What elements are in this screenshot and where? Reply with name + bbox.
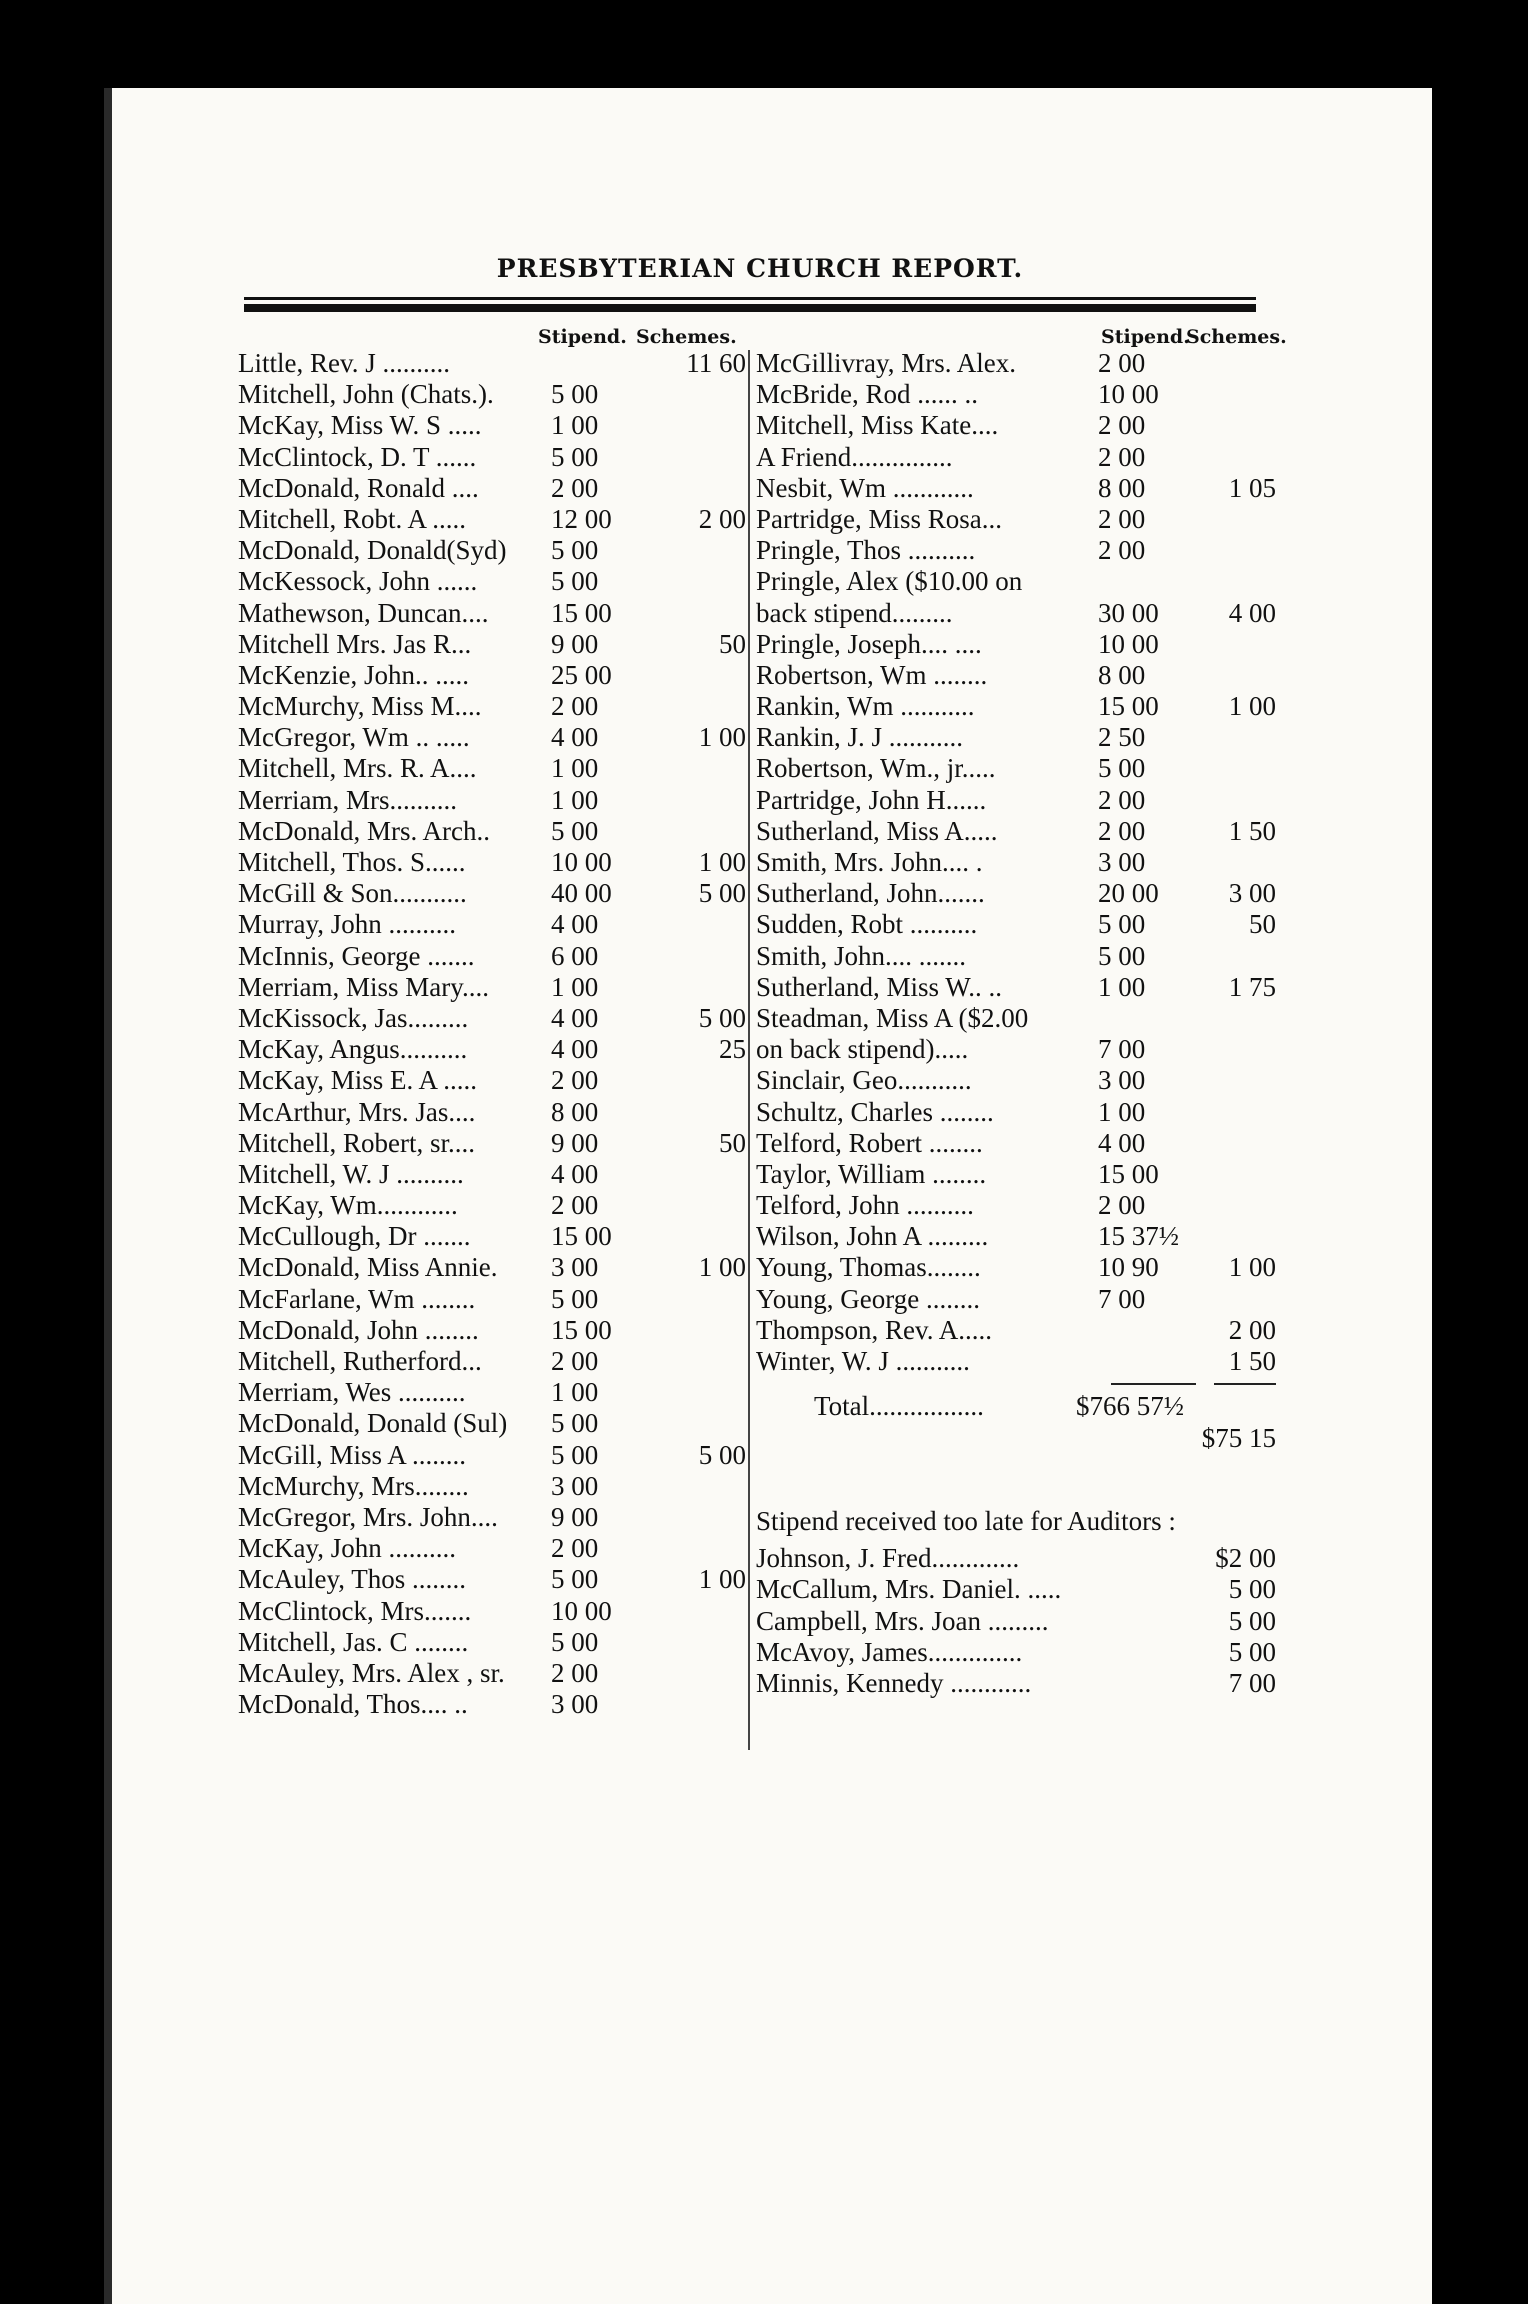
table-row bbox=[756, 691, 1276, 722]
contributor-name: McClintock, Mrs....... bbox=[238, 1595, 472, 1626]
stipend-amount: 8 00 bbox=[551, 1096, 599, 1127]
contributor-name: Partridge, Miss Rosa... bbox=[756, 503, 1002, 534]
contributor-name: Young, George ........ bbox=[756, 1283, 981, 1314]
table-row bbox=[238, 1003, 746, 1034]
contributor-name: McGillivray, Mrs. Alex. bbox=[756, 348, 1016, 378]
contributor-name: McDonald, Miss Annie. bbox=[238, 1252, 498, 1283]
stipend-amount: 2 00 bbox=[1098, 535, 1146, 566]
stipend-amount: 3 00 bbox=[551, 1252, 599, 1283]
table-row bbox=[238, 629, 746, 660]
table-row bbox=[756, 785, 1276, 816]
contributor-name: Mitchell, Robt. A ..... bbox=[238, 503, 467, 534]
stipend-amount: 4 00 bbox=[551, 1002, 599, 1033]
contributor-name: McDonald, Mrs. Arch.. bbox=[238, 815, 490, 846]
contributor-name: McInnis, George ....... bbox=[238, 940, 475, 971]
contributor-name: Mitchell, W. J .......... bbox=[238, 1158, 464, 1189]
contributor-name: Merriam, Miss Mary.... bbox=[238, 971, 489, 1002]
contributor-name: McGill, Miss A ........ bbox=[238, 1439, 467, 1470]
table-row bbox=[238, 941, 746, 972]
contributor-name: McKissock, Jas......... bbox=[238, 1002, 469, 1033]
left-rows bbox=[238, 348, 746, 1720]
stipend-amount: 4 00 bbox=[551, 722, 599, 753]
stipend-amount: 10 00 bbox=[1098, 379, 1159, 410]
contributor-name: Mitchell, Robert, sr.... bbox=[238, 1127, 475, 1158]
table-row bbox=[756, 410, 1276, 441]
contributor-name: McGregor, Wm .. ..... bbox=[238, 722, 470, 753]
table-row bbox=[238, 1596, 746, 1627]
table-row bbox=[756, 816, 1276, 847]
table-row bbox=[238, 660, 746, 691]
stipend-amount: 5 00 bbox=[1098, 940, 1146, 971]
stipend-amount: 4 00 bbox=[551, 909, 599, 940]
table-row bbox=[756, 379, 1276, 410]
stipend-amount: 40 00 bbox=[551, 878, 612, 909]
table-row bbox=[238, 753, 746, 784]
stipend-amount: 2 00 bbox=[1098, 503, 1146, 534]
contributor-name: Sutherland, Miss A..... bbox=[756, 815, 998, 846]
stipend-amount: 9 00 bbox=[551, 1127, 599, 1158]
stipend-amount: 5 00 bbox=[551, 1283, 599, 1314]
table-row bbox=[756, 1097, 1276, 1128]
stipend-amount: 7 00 bbox=[1228, 1667, 1276, 1698]
table-row bbox=[238, 1471, 746, 1502]
stipend-amount: 3 00 bbox=[1098, 847, 1146, 877]
stipend-amount: 3 00 bbox=[551, 1470, 599, 1501]
schemes-amount: 1 00 bbox=[698, 847, 746, 877]
stipend-amount: 5 00 bbox=[1228, 1574, 1276, 1605]
table-row bbox=[238, 1159, 746, 1190]
table-row bbox=[238, 1128, 746, 1159]
table-row bbox=[238, 972, 746, 1003]
table-row bbox=[756, 1637, 1276, 1668]
stipend-amount: 2 00 bbox=[1098, 1190, 1146, 1221]
contributor-name: Sinclair, Geo........... bbox=[756, 1065, 972, 1096]
contributor-name: Smith, Mrs. John.... . bbox=[756, 847, 983, 877]
table-row bbox=[238, 1190, 746, 1221]
table-row bbox=[756, 1284, 1276, 1315]
table-row bbox=[238, 379, 746, 410]
stipend-amount: 15 00 bbox=[551, 1314, 612, 1345]
table-row bbox=[756, 972, 1276, 1003]
stipend-amount: 1 00 bbox=[551, 784, 599, 815]
schemes-amount: 50 bbox=[1249, 909, 1276, 940]
page-title: PRESBYTERIAN CHURCH REPORT. bbox=[496, 254, 1024, 283]
table-row bbox=[238, 878, 746, 909]
table-row bbox=[756, 1190, 1276, 1221]
table-row bbox=[238, 1065, 746, 1096]
stipend-amount: 10 00 bbox=[1098, 628, 1159, 659]
stipend-amount: 5 00 bbox=[551, 441, 599, 472]
table-row bbox=[238, 691, 746, 722]
table-row bbox=[238, 847, 746, 878]
contributor-name: Smith, John.... ....... bbox=[756, 940, 967, 971]
contributor-name: McGregor, Mrs. John.... bbox=[238, 1501, 498, 1532]
contributor-name: Mitchell, Jas. C ........ bbox=[238, 1626, 469, 1657]
stipend-amount: 30 00 bbox=[1098, 597, 1159, 628]
contributor-name: Minnis, Kennedy ............ bbox=[756, 1667, 1032, 1698]
stipend-amount: 5 00 bbox=[551, 566, 599, 597]
table-row bbox=[238, 473, 746, 504]
stipend-amount: 2 00 bbox=[551, 1065, 599, 1096]
contributor-name: Telford, John .......... bbox=[756, 1190, 974, 1221]
table-row bbox=[238, 348, 746, 379]
stipend-amount: 5 00 bbox=[1228, 1636, 1276, 1667]
table-row bbox=[238, 1627, 746, 1658]
schemes-amount: 11 60 bbox=[686, 348, 746, 378]
table-row bbox=[238, 1440, 746, 1471]
contributor-name: Nesbit, Wm ............ bbox=[756, 472, 974, 503]
contributor-name: Steadman, Miss A ($2.00 bbox=[756, 1002, 1029, 1033]
stipend-amount: 2 00 bbox=[551, 691, 599, 722]
stipend-amount: 5 00 bbox=[551, 1626, 599, 1657]
stipend-amount: 7 00 bbox=[1098, 1034, 1146, 1065]
table-row bbox=[756, 878, 1276, 909]
table-row bbox=[238, 1221, 746, 1252]
left-stipend-header: Stipend. bbox=[538, 326, 627, 348]
contributor-name: Robertson, Wm., jr..... bbox=[756, 753, 996, 784]
table-row bbox=[756, 1574, 1276, 1605]
table-row bbox=[238, 1284, 746, 1315]
total-schemes: $75 15 bbox=[1201, 1423, 1276, 1454]
total-label: Total................. bbox=[814, 1391, 984, 1422]
stipend-amount: 5 00 bbox=[1228, 1605, 1276, 1636]
table-row bbox=[238, 1377, 746, 1408]
stipend-amount: 4 00 bbox=[1098, 1127, 1146, 1158]
table-row bbox=[238, 598, 746, 629]
stipend-amount: 2 00 bbox=[1098, 410, 1146, 441]
table-row bbox=[238, 722, 746, 753]
contributor-name: McAuley, Mrs. Alex , sr. bbox=[238, 1657, 505, 1688]
stipend-amount: 25 00 bbox=[551, 659, 612, 690]
stipend-amount: 15 00 bbox=[551, 1221, 612, 1252]
contributor-name: McBride, Rod ...... .. bbox=[756, 379, 978, 410]
totals-block bbox=[756, 1377, 1276, 1497]
contributor-name: McKay, Wm............ bbox=[238, 1190, 458, 1221]
contributor-name: McDonald, Ronald .... bbox=[238, 472, 479, 503]
stipend-amount: 2 00 bbox=[551, 1190, 599, 1221]
contributor-name: Mitchell, Thos. S...... bbox=[238, 847, 466, 877]
stipend-amount: 10 90 bbox=[1098, 1252, 1159, 1283]
contributor-name: Thompson, Rev. A..... bbox=[756, 1314, 992, 1345]
stipend-amount: 10 00 bbox=[551, 847, 612, 877]
table-row bbox=[238, 410, 746, 441]
stipend-amount: 1 00 bbox=[1098, 971, 1146, 1002]
table-row bbox=[756, 660, 1276, 691]
total-stipend: $766 57½ bbox=[1076, 1391, 1184, 1422]
stipend-amount: 5 00 bbox=[551, 379, 599, 410]
schemes-amount: 4 00 bbox=[1228, 597, 1276, 628]
stipend-amount: 5 00 bbox=[551, 1439, 599, 1470]
contributor-name: Wilson, John A ......... bbox=[756, 1221, 989, 1252]
stipend-amount: 20 00 bbox=[1098, 878, 1159, 909]
schemes-amount: 5 00 bbox=[698, 1002, 746, 1033]
contributor-name: Telford, Robert ........ bbox=[756, 1127, 983, 1158]
contributor-name: McDonald, Donald(Syd) bbox=[238, 535, 507, 566]
table-row bbox=[238, 1097, 746, 1128]
contributor-name: McMurchy, Mrs........ bbox=[238, 1470, 469, 1501]
contributor-name: McKay, Angus.......... bbox=[238, 1034, 468, 1065]
contributor-name: McClintock, D. T ...... bbox=[238, 441, 477, 472]
table-row bbox=[756, 1159, 1276, 1190]
table-row bbox=[238, 1689, 746, 1720]
contributor-name: Pringle, Alex ($10.00 on bbox=[756, 566, 1023, 597]
late-rows bbox=[756, 1543, 1276, 1699]
contributor-name: Mitchell, John (Chats.). bbox=[238, 379, 494, 410]
contributor-name: McKay, John .......... bbox=[238, 1533, 456, 1564]
table-row bbox=[756, 598, 1276, 629]
table-row bbox=[756, 504, 1276, 535]
schemes-amount: 5 00 bbox=[698, 1439, 746, 1470]
contributor-name: Sutherland, Miss W.. .. bbox=[756, 971, 1003, 1002]
late-stipend-note: Stipend received too late for Auditors : bbox=[756, 1506, 1176, 1537]
stipend-sum-rule bbox=[1111, 1383, 1196, 1385]
schemes-amount: 1 50 bbox=[1228, 1346, 1276, 1376]
contributor-name: Rankin, Wm ........... bbox=[756, 691, 975, 722]
contributor-name: McKessock, John ...... bbox=[238, 566, 478, 597]
table-row bbox=[756, 566, 1276, 597]
contributor-name: back stipend......... bbox=[756, 597, 953, 628]
contributor-name: Mitchell, Rutherford... bbox=[238, 1346, 482, 1376]
table-row bbox=[238, 1315, 746, 1346]
schemes-amount: 1 00 bbox=[1228, 1252, 1276, 1283]
table-row bbox=[756, 1315, 1276, 1346]
table-row bbox=[756, 909, 1276, 940]
schemes-amount: 50 bbox=[719, 1127, 746, 1158]
contributor-name: McAvoy, James.............. bbox=[756, 1636, 1023, 1667]
stipend-amount: 2 00 bbox=[551, 472, 599, 503]
schemes-amount: 50 bbox=[719, 628, 746, 659]
table-row bbox=[238, 909, 746, 940]
table-row bbox=[756, 535, 1276, 566]
table-row bbox=[756, 1668, 1276, 1699]
stipend-amount: 2 00 bbox=[551, 1533, 599, 1564]
contributor-name: Rankin, J. J ........... bbox=[756, 722, 964, 753]
stipend-amount: 1 00 bbox=[551, 1377, 599, 1408]
schemes-amount: 1 75 bbox=[1228, 971, 1276, 1002]
stipend-amount: 4 00 bbox=[551, 1158, 599, 1189]
table-row bbox=[756, 1065, 1276, 1096]
contributor-name: Winter, W. J ........... bbox=[756, 1346, 970, 1376]
stipend-amount: 5 00 bbox=[551, 1564, 599, 1595]
contributor-name: McArthur, Mrs. Jas.... bbox=[238, 1096, 476, 1127]
table-row bbox=[238, 442, 746, 473]
header-rule-thick bbox=[244, 304, 1256, 312]
schemes-amount: 1 50 bbox=[1228, 815, 1276, 846]
schemes-sum-rule bbox=[1214, 1383, 1276, 1385]
stipend-amount: 5 00 bbox=[551, 1408, 599, 1439]
contributor-name: McDonald, Thos.... .. bbox=[238, 1689, 468, 1720]
contributor-name: Robertson, Wm ........ bbox=[756, 659, 988, 690]
stipend-amount: 8 00 bbox=[1098, 659, 1146, 690]
stipend-amount: 4 00 bbox=[551, 1034, 599, 1065]
stipend-amount: 6 00 bbox=[551, 940, 599, 971]
table-row bbox=[756, 1034, 1276, 1065]
stipend-amount: 5 00 bbox=[1098, 753, 1146, 784]
contributor-name: McMurchy, Miss M.... bbox=[238, 691, 482, 722]
contributor-name: Little, Rev. J .......... bbox=[238, 348, 450, 378]
table-row bbox=[238, 1034, 746, 1065]
stipend-amount: 2 50 bbox=[1098, 722, 1146, 753]
contributor-name: McAuley, Thos ........ bbox=[238, 1564, 466, 1595]
stipend-amount: 5 00 bbox=[551, 535, 599, 566]
schemes-amount: 1 05 bbox=[1228, 472, 1276, 503]
schemes-amount: 3 00 bbox=[1228, 878, 1276, 909]
stipend-amount: 15 00 bbox=[551, 597, 612, 628]
stipend-amount: 15 37½ bbox=[1098, 1221, 1179, 1252]
contributor-name: McDonald, John ........ bbox=[238, 1314, 479, 1345]
contributor-name: Partridge, John H...... bbox=[756, 784, 987, 815]
stipend-amount: 9 00 bbox=[551, 628, 599, 659]
contributor-name: McDonald, Donald (Sul) bbox=[238, 1408, 508, 1439]
table-row bbox=[756, 348, 1276, 379]
stipend-amount: 2 00 bbox=[1098, 348, 1146, 378]
table-row bbox=[756, 1128, 1276, 1159]
right-column bbox=[756, 326, 1287, 1699]
table-row bbox=[756, 847, 1276, 878]
contributor-name: McKenzie, John.. ..... bbox=[238, 659, 469, 690]
table-row bbox=[756, 629, 1276, 660]
table-row bbox=[238, 1658, 746, 1689]
schemes-amount: 1 00 bbox=[698, 722, 746, 753]
contributor-name: Johnson, J. Fred............. bbox=[756, 1543, 1020, 1574]
contributor-name: Mitchell, Mrs. R. A.... bbox=[238, 753, 477, 784]
contributor-name: Pringle, Thos .......... bbox=[756, 535, 976, 566]
contributor-name: Mitchell, Miss Kate.... bbox=[756, 410, 999, 441]
contributor-name: Mitchell Mrs. Jas R... bbox=[238, 628, 472, 659]
stipend-amount: 9 00 bbox=[551, 1501, 599, 1532]
table-row bbox=[238, 535, 746, 566]
schemes-amount: 1 00 bbox=[698, 1564, 746, 1595]
schemes-amount: 1 00 bbox=[698, 1252, 746, 1283]
schemes-amount: 1 00 bbox=[1228, 691, 1276, 722]
header-rule-thin bbox=[244, 297, 1256, 300]
right-stipend-header: Stipend. bbox=[1101, 326, 1190, 348]
right-schemes-header: Schemes. bbox=[1186, 326, 1287, 348]
table-row bbox=[238, 1564, 746, 1595]
stipend-amount: 1 00 bbox=[551, 753, 599, 784]
page-binding-edge bbox=[104, 88, 112, 2304]
contributor-name: Sutherland, John....... bbox=[756, 878, 985, 909]
schemes-amount: 2 00 bbox=[1228, 1314, 1276, 1345]
stipend-amount: 1 00 bbox=[551, 971, 599, 1002]
table-row bbox=[756, 941, 1276, 972]
contributor-name: Merriam, Mrs.......... bbox=[238, 784, 457, 815]
stipend-amount: $2 00 bbox=[1215, 1543, 1276, 1574]
contributor-name: A Friend............... bbox=[756, 441, 953, 472]
contributor-name: Pringle, Joseph.... .... bbox=[756, 628, 982, 659]
table-row bbox=[756, 1252, 1276, 1283]
stipend-amount: 8 00 bbox=[1098, 472, 1146, 503]
table-row bbox=[238, 566, 746, 597]
contributor-name: on back stipend)..... bbox=[756, 1034, 969, 1065]
schemes-amount: 25 bbox=[719, 1034, 746, 1065]
stipend-amount: 10 00 bbox=[551, 1595, 612, 1626]
stipend-amount: 12 00 bbox=[551, 503, 612, 534]
schemes-amount: 5 00 bbox=[698, 878, 746, 909]
left-column-header bbox=[238, 326, 746, 348]
table-row bbox=[756, 722, 1276, 753]
schemes-amount: 2 00 bbox=[698, 503, 746, 534]
table-row bbox=[756, 753, 1276, 784]
stipend-amount: 5 00 bbox=[1098, 909, 1146, 940]
table-row bbox=[756, 1606, 1276, 1637]
stipend-amount: 2 00 bbox=[551, 1657, 599, 1688]
column-divider bbox=[748, 350, 750, 1750]
contributor-name: Murray, John .......... bbox=[238, 909, 456, 940]
stipend-amount: 2 00 bbox=[1098, 815, 1146, 846]
stipend-amount: 15 00 bbox=[1098, 1158, 1159, 1189]
contributor-name: Merriam, Wes .......... bbox=[238, 1377, 466, 1408]
stipend-amount: 5 00 bbox=[551, 815, 599, 846]
table-row bbox=[238, 504, 746, 535]
contributor-name: Campbell, Mrs. Joan ......... bbox=[756, 1605, 1049, 1636]
contributor-name: McFarlane, Wm ........ bbox=[238, 1283, 476, 1314]
stipend-amount: 3 00 bbox=[1098, 1065, 1146, 1096]
table-row bbox=[238, 816, 746, 847]
stipend-amount: 1 00 bbox=[551, 410, 599, 441]
right-column-header bbox=[756, 326, 1287, 348]
left-schemes-header: Schemes. bbox=[636, 326, 737, 348]
table-row bbox=[756, 473, 1276, 504]
contributor-name: Mathewson, Duncan.... bbox=[238, 597, 489, 628]
table-row bbox=[238, 1502, 746, 1533]
table-row bbox=[238, 1346, 746, 1377]
contributor-name: McKay, Miss E. A ..... bbox=[238, 1065, 478, 1096]
stipend-amount: 2 00 bbox=[1098, 784, 1146, 815]
contributor-name: McCallum, Mrs. Daniel. ..... bbox=[756, 1574, 1062, 1605]
contributor-name: McGill & Son........... bbox=[238, 878, 467, 909]
stipend-amount: 1 00 bbox=[1098, 1096, 1146, 1127]
contributor-name: Young, Thomas........ bbox=[756, 1252, 981, 1283]
table-row bbox=[756, 1346, 1276, 1377]
right-rows bbox=[756, 348, 1276, 1377]
stipend-amount: 15 00 bbox=[1098, 691, 1159, 722]
table-row bbox=[756, 1543, 1276, 1574]
table-row bbox=[756, 1003, 1276, 1034]
contributor-name: Sudden, Robt .......... bbox=[756, 909, 978, 940]
left-column bbox=[238, 326, 746, 1720]
contributor-name: McCullough, Dr ....... bbox=[238, 1221, 471, 1252]
stipend-amount: 7 00 bbox=[1098, 1283, 1146, 1314]
stipend-amount: 2 00 bbox=[1098, 441, 1146, 472]
contributor-name: Taylor, William ........ bbox=[756, 1158, 987, 1189]
table-row bbox=[238, 1408, 746, 1439]
contributor-name: Schultz, Charles ........ bbox=[756, 1096, 994, 1127]
table-row bbox=[238, 785, 746, 816]
table-row bbox=[238, 1533, 746, 1564]
stipend-amount: 2 00 bbox=[551, 1346, 599, 1376]
table-row bbox=[756, 1221, 1276, 1252]
stipend-amount: 3 00 bbox=[551, 1689, 599, 1720]
contributor-name: McKay, Miss W. S ..... bbox=[238, 410, 482, 441]
table-row bbox=[756, 442, 1276, 473]
table-row bbox=[238, 1252, 746, 1283]
